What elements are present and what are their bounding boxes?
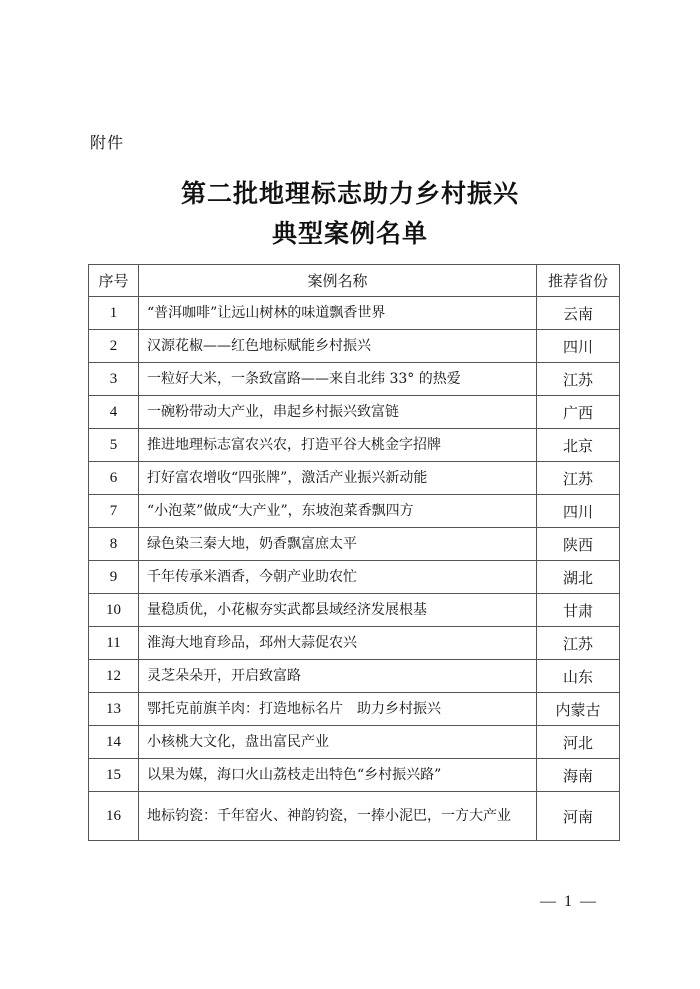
row-index: 14 [89, 726, 139, 759]
row-province: 江苏 [537, 627, 620, 660]
row-province: 四川 [537, 495, 620, 528]
row-case-name: 小核桃大文化，盘出富民产业 [139, 726, 537, 759]
table-row [89, 297, 620, 330]
document-title-line-2: 典型案例名单 [271, 219, 428, 248]
table-row [89, 363, 620, 396]
row-index: 12 [89, 660, 139, 693]
table-row [89, 594, 620, 627]
row-index: 1 [89, 297, 139, 330]
header-province: 推荐省份 [537, 265, 620, 297]
row-case-name: 绿色染三秦大地，奶香飘富庶太平 [139, 528, 537, 561]
row-province: 河南 [537, 792, 620, 841]
row-province: 四川 [537, 330, 620, 363]
row-index: 4 [89, 396, 139, 429]
row-province: 广西 [537, 396, 620, 429]
row-index: 13 [89, 693, 139, 726]
table-row [89, 462, 620, 495]
row-province: 河北 [537, 726, 620, 759]
row-index: 11 [89, 627, 139, 660]
row-index: 15 [89, 759, 139, 792]
table-row [89, 330, 620, 363]
row-province: 江苏 [537, 363, 620, 396]
table-row [89, 495, 620, 528]
row-province: 内蒙古 [537, 693, 620, 726]
row-province: 海南 [537, 759, 620, 792]
row-case-name: “小泡菜”做成“大产业”，东坡泡菜香飘四方 [139, 495, 537, 528]
table-row [89, 429, 620, 462]
header-index: 序号 [89, 265, 139, 297]
row-province: 湖北 [537, 561, 620, 594]
row-case-name: 汉源花椒——红色地标赋能乡村振兴 [139, 330, 537, 363]
table-header-row [89, 265, 620, 297]
header-case-name: 案例名称 [139, 265, 537, 297]
table-row [89, 693, 620, 726]
row-index: 2 [89, 330, 139, 363]
row-case-name: 地标钧瓷：千年窑火、神韵钧瓷，一捧小泥巴，一方大产业 [139, 792, 537, 841]
row-case-name: 推进地理标志富农兴农，打造平谷大桃金字招牌 [139, 429, 537, 462]
row-index: 10 [89, 594, 139, 627]
table-row [89, 726, 620, 759]
table-row [89, 792, 620, 841]
table-row [89, 561, 620, 594]
row-case-name: 量稳质优，小花椒夯实武都县域经济发展根基 [139, 594, 537, 627]
table-row [89, 528, 620, 561]
row-case-name: 一粒好大米，一条致富路——来自北纬 33° 的热爱 [139, 363, 537, 396]
row-index: 9 [89, 561, 139, 594]
row-province: 陕西 [537, 528, 620, 561]
row-index: 7 [89, 495, 139, 528]
row-province: 北京 [537, 429, 620, 462]
row-index: 6 [89, 462, 139, 495]
page-number: — 1 — [540, 893, 598, 910]
row-index: 16 [89, 792, 139, 841]
row-province: 云南 [537, 297, 620, 330]
table-row [89, 660, 620, 693]
table-row [89, 396, 620, 429]
row-case-name: 打好富农增收“四张牌”，激活产业振兴新动能 [139, 462, 537, 495]
row-province: 山东 [537, 660, 620, 693]
case-list-table [88, 264, 620, 841]
row-index: 5 [89, 429, 139, 462]
row-province: 甘肃 [537, 594, 620, 627]
row-case-name: 一碗粉带动大产业，串起乡村振兴致富链 [139, 396, 537, 429]
row-province: 江苏 [537, 462, 620, 495]
row-index: 8 [89, 528, 139, 561]
row-case-name: 淮海大地育珍品，邳州大蒜促农兴 [139, 627, 537, 660]
attachment-label: 附件 [90, 133, 125, 152]
document-title-line-1: 第二批地理标志助力乡村振兴 [180, 179, 519, 208]
row-case-name: 千年传承米酒香，今朝产业助农忙 [139, 561, 537, 594]
table-row [89, 759, 620, 792]
row-case-name: 鄂托克前旗羊肉：打造地标名片 助力乡村振兴 [139, 693, 537, 726]
row-case-name: “普洱咖啡”让远山树林的味道飘香世界 [139, 297, 537, 330]
row-case-name: 灵芝朵朵开，开启致富路 [139, 660, 537, 693]
row-case-name: 以果为媒，海口火山荔枝走出特色“乡村振兴路” [139, 759, 537, 792]
row-index: 3 [89, 363, 139, 396]
table-row [89, 627, 620, 660]
